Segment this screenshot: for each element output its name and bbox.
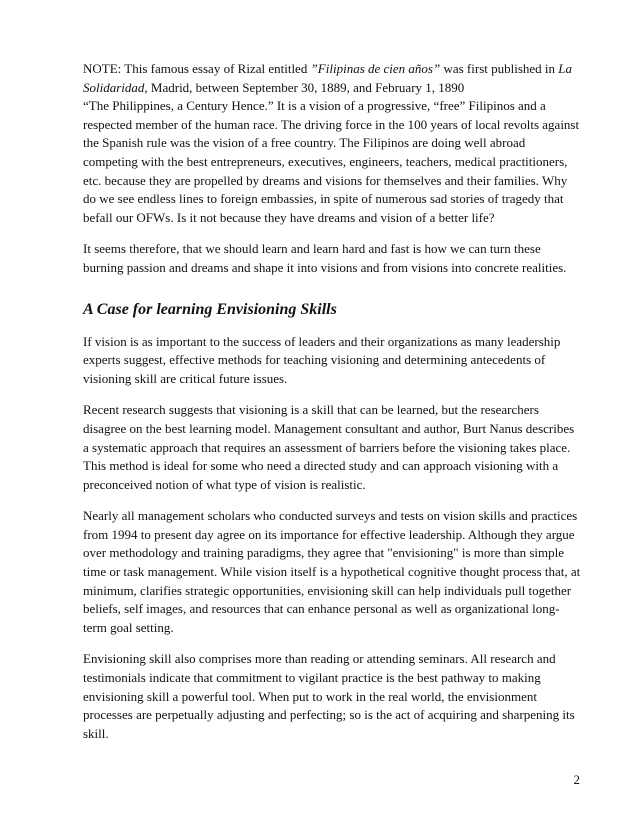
note-suffix: , Madrid, between September 30, 1889, and February 1, 1890 [144,79,465,95]
note-prefix: NOTE: This famous essay of Rizal entitled [83,61,311,76]
document-page [83,60,583,743]
page-number: 2 [573,772,580,787]
body-paragraph-6: Envisioning skill also comprises more than reading or attending seminars. All research and testimonials indicate that commitment to vigilant practice is the best pathway to making envisioning skill a powerful tool. When put to work in the real world, the envisionment processes are perpetually adjusting and perfecting; so is the act of acquiring and sharpening its skill. [83,651,575,741]
section-heading: A Case for learning Envisioning Skills [83,300,337,318]
note-paragraph [83,60,583,97]
note-journal: La Solidaridad [83,61,573,95]
body-paragraph-2: It seems therefore, that we should learn and learn hard and fast is how we can turn these burning passion and dreams and shape it into visions and from visions into concrete realities. [83,241,567,275]
body-paragraph-3: If vision is as important to the success of leaders and their organizations as many leadership experts suggest, effective methods for teaching visioning and determining antecedents of visioning skill are critical future issues. [83,333,561,386]
body-paragraph-5: Nearly all management scholars who conducted surveys and tests on vision skills and practices from 1994 to present day agree on its importance for effective leadership. Although they argue over methodology and training paradigms, they agree that "envisioning" is more than simple time or task management. While vision itself is a hypothetical cognitive thought process that, at minimum, clarifies strategic opportunities, envisioning skill can help individuals pull together beliefs, self images, and resources that can enhance personal as well as organizational long-term goal setting. [83,508,581,635]
body-paragraph-1: “The Philippines, a Century Hence.” It is a vision of a progressive, “free” Filipinos and a respected member of the human race. The driving force in the 100 years of local revolts against the Spanish rule was the vision of a free country. The Filipinos are doing well abroad competing with the best entrepreneurs, executives, engineers, teachers, medical practitioners, etc. because they are propelled by dreams and visions for themselves and their families. Why do we see endless lines to foreign embassies, in spite of numerous sad stories of tragedy that befall our OFWs. Is it not because they have dreams and vision of a better life? [83,98,580,225]
note-essay-title: ”Filipinas de cien años” [310,61,441,76]
body-paragraph-4: Recent research suggests that visioning is a skill that can be learned, but the researchers disagree on the best learning model. Management consultant and author, Burt Nanus describes a systematic approach that requires an assessment of barriers before the visioning takes place. This method is ideal for some who need a directed study and can approach visioning with a preconceived notion of what type of vision is realistic. [83,402,575,492]
note-middle: was first published in [440,61,559,76]
